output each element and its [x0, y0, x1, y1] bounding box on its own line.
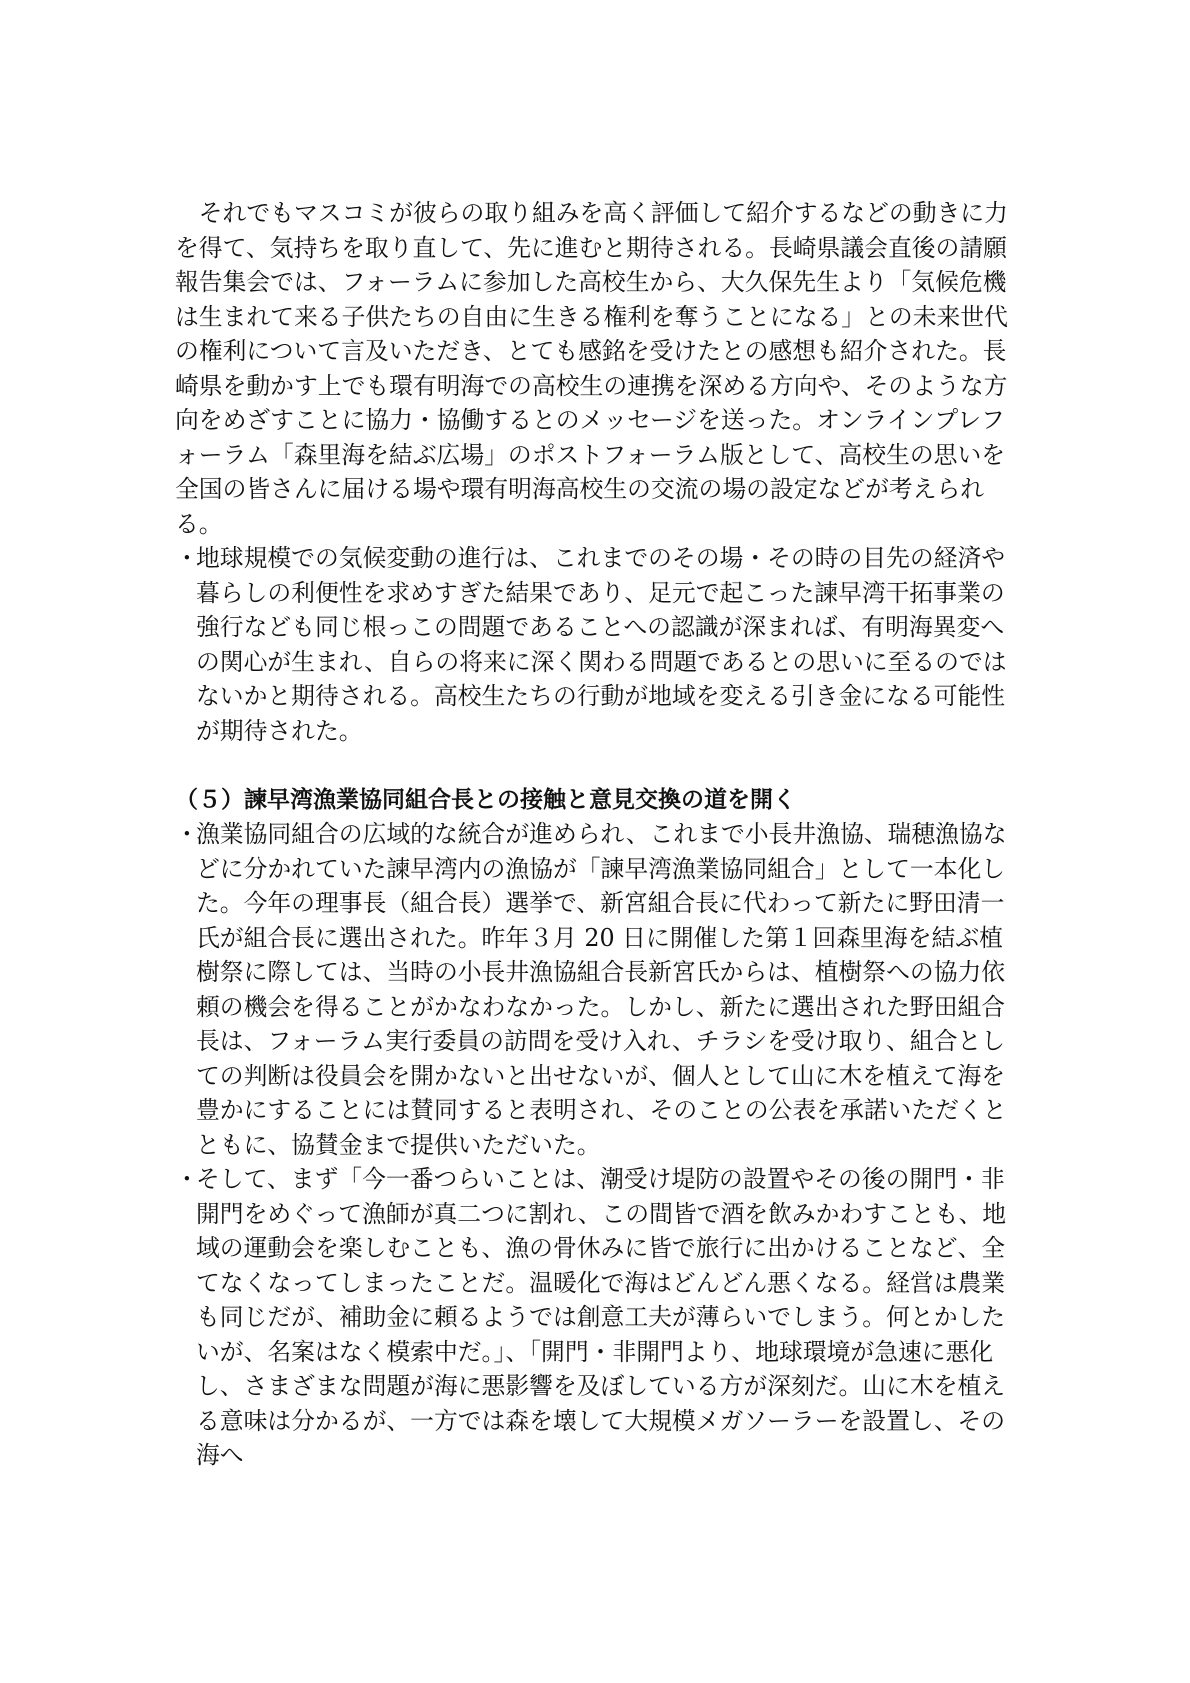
- bullet-marker: ・: [175, 820, 199, 848]
- bullet-text: 地球規模での気候変動の進行は、これまでのその場・その時の目先の経済や暮らしの利便性を求めすぎた結果であり、足元で起こった諫早湾干拓事業の強行なども同じ根っこの問題であることへの認識が深まれば、有明海異変への関心が生まれ、自らの将来に深く関わる問題であるとの思いに至るのではないかと期待される。高校生たちの行動が地域を変える引き金になる可能性が期待された。: [196, 544, 1007, 745]
- bullet-marker: ・: [175, 544, 199, 572]
- section-heading: （５）諫早湾漁業協同組合長との接触と意見交換の道を開く: [175, 786, 796, 813]
- document-body: [175, 196, 1025, 1473]
- bullet-item-chairman-remarks: [175, 1162, 1025, 1473]
- intro-paragraph: それでもマスコミが彼らの取り組みを高く評価して紹介するなどの動きに力を得て、気持ちを取り直して、先に進むと期待される。長崎県議会直後の請願報告集会では、フォーラムに参加した高校生から、大久保先生より「気候危機は生まれて来る子供たちの自由に生きる権利を奪うことになる」との未来世代の権利について言及いただき、とても感銘を受けたとの感想も紹介された。長崎県を動かす上でも環有明海での高校生の連携を深める方向や、そのような方向をめざすことに協力・協働するとのメッセージを送った。オンラインプレフォーラム「森里海を結ぶ広場」のポストフォーラム版として、高校生の思いを全国の皆さんに届ける場や環有明海高校生の交流の場の設定などが考えられる。: [175, 199, 1008, 538]
- bullet-text: 漁業協同組合の広域的な統合が進められ、これまで小長井漁協、瑞穂漁協などに分かれていた諫早湾内の漁協が「諫早湾漁業協同組合」として一本化した。今年の理事長（組合長）選挙で、新宮組合長に代わって新たに野田清一氏が組合長に選出された。昨年３月 20 日に開催した第１回森里海を結ぶ植樹祭に際しては、当時の小長井漁協組合長新宮氏からは、植樹祭への協力依頼の機会を得ることがかなわなかった。しかし、新たに選出された野田組合長は、フォーラム実行委員の訪問を受け入れ、チラシを受け取り、組合としての判断は役員会を開かないと出せないが、個人として山に木を植えて海を豊かにすることには賛同すると表明され、そのことの公表を承諾いただくとともに、協賛金まで提供いただいた。: [196, 820, 1007, 1159]
- bullet-marker: ・: [175, 1165, 199, 1193]
- bullet-item-fishery-cooperative: [175, 817, 1025, 1162]
- bullet-item-climate-change: [175, 541, 1025, 748]
- bullet-text: そして、まず「今一番つらいことは、潮受け堤防の設置やその後の開門・非開門をめぐって漁師が真二つに割れ、この間皆で酒を飲みかわすことも、地域の運動会を楽しむことも、漁の骨休みに皆で旅行に出かけることなど、全てなくなってしまったことだ。温暖化で海はどんどん悪くなる。経営は農業も同じだが、補助金に頼るようでは創意工夫が薄らいでしまう。何とかしたいが、名案はなく模索中だ。」、「開門・非開門より、地球環境が急速に悪化し、さまざまな問題が海に悪影響を及ぼしている方が深刻だ。山に木を植える意味は分かるが、一方では森を壊して大規模メガソーラーを設置し、その海へ: [196, 1165, 1007, 1469]
- blank-line: [175, 748, 1025, 783]
